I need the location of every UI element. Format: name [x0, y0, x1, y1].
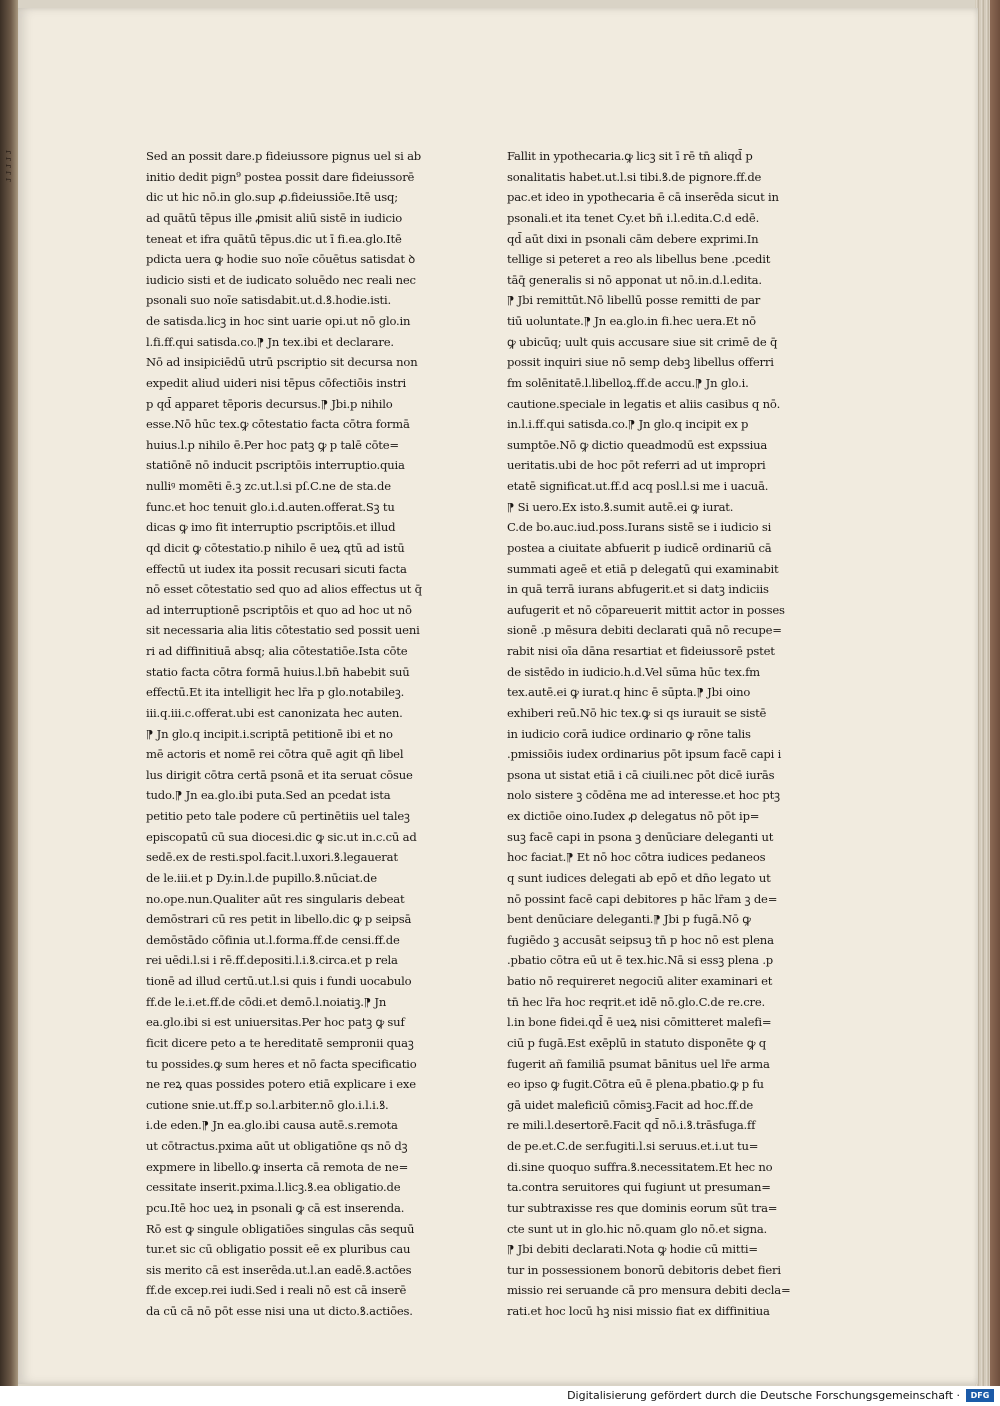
dfg-logo: DFG — [966, 1389, 994, 1402]
text-line: tudo.⁋ Jn ea.glo.ibi puta.Sed an pcedat ista — [146, 788, 391, 803]
text-line: episcopatū cū sua diocesi.dic ꝙ sic.ut in.c.cū ad — [146, 829, 417, 844]
text-line: cte sunt ut in glo.hic nō.quam glo nō.et signa. — [507, 1221, 768, 1236]
text-line: iudicio sisti et de iudicato soluēdo nec reali nec — [146, 272, 416, 287]
text-line: qd̄ aūt dixi in psonali cām debere exprimi.In — [507, 231, 759, 246]
text-line: bent denūciare deleganti.⁋ Jbi p fugā.Nō ꝙ — [507, 912, 751, 927]
left-page-spine — [0, 0, 18, 1386]
text-line: postea a ciuitate abfuerit p iudicē ordinariū cā — [507, 540, 772, 555]
text-line: exhiberi reū.Nō hic tex.ꝙ si qs iurauit se sistē — [507, 705, 767, 720]
text-line: sedē.ex de resti.spol.facit.l.uxori.ꝸ.legauerat — [146, 850, 398, 865]
text-line: ad quātū tēpus ille ꝓmisit aliū sistē in iudicio — [146, 210, 403, 225]
text-line: tu possides.ꝙ sum heres et nō facta specificatio — [146, 1056, 417, 1071]
text-line: .pmissiōis iudex ordinarius pōt ipsum facē capi i — [507, 747, 782, 762]
text-line: ciū p fugā.Est exēplū in statuto disponēte ꝙ q — [507, 1035, 766, 1050]
text-line: tn̄ hec lr̄a hoc reqrit.et idē nō.glo.C.de re.cre. — [507, 994, 765, 1009]
text-line: lus dirigit cōtra certā psonā et ita seruat cōsue — [146, 767, 413, 782]
text-line: ⁋ Jbi debiti declarati.Nota ꝙ hodie cū mitti= — [507, 1242, 758, 1257]
text-line: fugerit añ familiā psumat bānitus uel lr̄e arma — [507, 1056, 770, 1071]
book-page — [18, 8, 978, 1384]
text-line: psonali.et ita tenet Cy.et bn̄ i.l.edita.C.d edē. — [507, 210, 760, 225]
text-line: nō esset cōtestatio sed quo ad alios effectus ut q̄ — [146, 582, 422, 597]
text-line: sonalitatis habet.ut.l.si tibi.ꝸ.de pignore.ff.de — [507, 169, 762, 184]
text-line: ficit dicere peto a te hereditatē sempronii quaꝫ — [146, 1035, 414, 1050]
text-line: ne reꝝ quas possides potero etiā explicare i exe — [146, 1077, 416, 1092]
text-line: ff.de le.i.et.ff.de cōdi.et demō.l.noiatiꝫ.⁋ Jn — [146, 994, 387, 1009]
text-line: de satisda.licꝫ in hoc sint uarie opi.ut nō glo.in — [146, 314, 411, 328]
text-line: in iudicio corā iudice ordinario ꝙ rōne talis — [507, 726, 751, 741]
text-line: huius.l.p nihilo ē.Per hoc patꝫ ꝙ p talē cōte= — [146, 437, 399, 452]
text-line: cutione snie.ut.ff.p so.l.arbiter.nō glo.i.l.i.ꝸ. — [146, 1097, 389, 1112]
text-line: fm solēnitatē.l.libelloꝝ.ff.de accu.⁋ Jn glo.i. — [507, 375, 749, 390]
text-line: ⁋ Si uero.Ex isto.ꝸ.sumit autē.ei ꝙ iurat. — [507, 499, 734, 514]
text-line: l.in bone fidei.qd̄ ē ueꝝ nisi cōmitteret malefi= — [507, 1015, 772, 1030]
text-line: in quā terrā iurans abfugerit.et si datꝫ indiciis — [507, 582, 769, 597]
text-line: Sed an possit dare.p fideiussore pignus uel si ab — [146, 149, 421, 163]
text-line: ⁋ Jbi remittūt.Nō libellū posse remitti de par — [507, 293, 761, 308]
text-line: gā uidet maleficiū cōmisꝫ.Facit ad hoc.ff.de — [507, 1097, 754, 1112]
text-line: da cū cā nō pōt esse nisi una ut dicto.ꝸ.actiōes. — [146, 1304, 413, 1318]
text-line: sis merito cā est inserēda.ut.l.an eadē.ꝸ.actōes — [146, 1262, 412, 1277]
text-line: pdicta uera ꝙ hodie suo noīe cōuētus satisdat ꝺ — [146, 252, 416, 267]
text-line: initio dedit pign⁹ postea possit dare fideiussorē — [146, 169, 415, 184]
text-line: rabit nisi oīa dāna resartiat et fideiussorē pstet — [507, 644, 775, 658]
text-line: teneat et ifra quātū tēpus.dic ut ī fi.ea.glo.Itē — [146, 231, 402, 246]
text-line: suꝫ facē capi in psona ꝫ denūciare deleganti ut — [507, 829, 774, 844]
text-line: p qd̄ apparet tēporis decursus.⁋ Jbi.p nihilo — [146, 396, 393, 411]
text-line: batio nō requireret negociū aliter examinari et — [507, 974, 773, 988]
text-line: q sunt iudices delegati ab epō et dn̄o legato ut — [507, 870, 771, 885]
text-line: di.sine quoquo suffra.ꝸ.necessitatem.Et hec no — [507, 1159, 773, 1174]
text-line: rati.et hoc locū hꝫ nisi missio fiat ex diffinitiua — [507, 1304, 770, 1318]
text-line: rei uēdi.l.si i rē.ff.depositi.l.i.ꝸ.circa.et p rela — [146, 953, 398, 968]
text-line: ueritatis.ubi de hoc pōt referri ad ut impropri — [507, 458, 766, 473]
text-line: nulliꝰ momēti ē.ꝫ zc.ut.l.si pſ.C.ne de sta.de — [146, 479, 391, 493]
text-line: tur.et sic cū obligatio possit eē ex pluribus cau — [146, 1242, 411, 1257]
text-line: psonali suo noīe satisdabit.ut.d.ꝸ.hodie.isti. — [146, 293, 391, 308]
text-line: tionē ad illud certū.ut.l.si quis i fundi uocabulo — [146, 974, 412, 988]
text-line: expedit aliud uideri nisi tēpus cōfectiōis instri — [146, 375, 407, 390]
text-line: statiōnē nō inducit pscriptōis interruptio.quia — [146, 458, 405, 473]
text-line: Rō est ꝙ singule obligatiōes singulas cās sequū — [146, 1221, 415, 1236]
text-line: ꝙ ubicūq; uult quis accusare siue sit crimē de q̄ — [507, 334, 778, 349]
text-line: tiū uoluntate.⁋ Jn ea.glo.in fi.hec uera.Et nō — [507, 314, 756, 328]
text-line: de sistēdo in iudicio.h.d.Vel sūma hūc tex.fm — [507, 664, 760, 679]
text-line: tex.autē.ei ꝙ iurat.q hinc ē sūpta.⁋ Jbi oino — [507, 685, 751, 700]
text-line: fugiēdo ꝫ accusāt seipsuꝫ tn̄ p hoc nō est plena — [507, 932, 774, 947]
text-line: effectū.Et ita intelligit hec lr̄a p glo.notabileꝫ. — [146, 685, 405, 700]
text-line: sionē .p mēsura debiti declarati quā nō recupe= — [507, 623, 782, 638]
text-line: sit necessaria alia litis cōtestatio sed possit ueni — [146, 623, 420, 638]
text-line: C.de bo.auc.iud.poss.Iurans sistē se i iudicio si — [507, 520, 772, 535]
text-column-left — [146, 146, 461, 1322]
text-line: ex dictiōe oino.Iudex ꝓ delegatus nō pōt ip= — [507, 809, 760, 823]
text-line: cessitate inserit.pxima.l.licꝫ.ꝸ.ea obligatio.de — [146, 1180, 401, 1195]
text-line: Fallit in ypothecaria.ꝙ licꝫ sit ī rē tn̄ aliqd̄ p — [507, 149, 753, 163]
text-line: re mili.l.desertorē.Facit qd̄ nō.i.ꝸ.trāsfuga.ff — [507, 1118, 756, 1133]
text-line: ⁋ Jn glo.q incipit.i.scriptā petitionē ibi et no — [146, 726, 393, 741]
text-line: expmere in libello.ꝙ inserta cā remota de ne= — [146, 1159, 409, 1174]
text-line: demōstādo cōfinia ut.l.forma.ff.de censi.ff.de — [146, 932, 400, 947]
text-column-right — [507, 146, 807, 1322]
text-line: in.l.i.ff.qui satisda.co.⁋ Jn glo.q incipit ex p — [507, 417, 749, 432]
book-cover-edge — [990, 0, 1000, 1386]
text-line: effectū ut iudex ita possit recusari sicuti facta — [146, 561, 407, 576]
text-line: sumptōe.Nō ꝙ dictio queadmodū est expssiua — [507, 437, 768, 452]
text-line: summati ageē et etiā p delegatū qui examinabit — [507, 561, 779, 576]
text-line: esse.Nō hūc tex.ꝙ cōtestatio facta cōtra formā — [146, 417, 410, 432]
text-line: tāq̄ generalis si nō apponat ut nō.in.d.l.edita. — [507, 272, 762, 287]
text-line: cautione.speciale in legatis et aliis casibus q nō. — [507, 396, 781, 411]
text-line: nolo sistere ꝫ cōdēna me ad interesse.et hoc ptꝫ — [507, 788, 780, 803]
text-line: aufugerit et nō cōpareuerit mittit actor in posses — [507, 602, 785, 617]
text-line: iii.q.iii.c.offerat.ubi est canonizata hec auten. — [146, 705, 403, 720]
text-line: petitio peto tale podere cū pertinētiis uel taleꝫ — [146, 809, 410, 823]
text-line: l.fi.ff.qui satisda.co.⁋ Jn tex.ibi et declarare. — [146, 334, 394, 349]
text-line: eo ipso ꝙ fugit.Cōtra eū ē plena.pbatio.ꝙ p fu — [507, 1077, 764, 1092]
text-line: possit inquiri siue nō semp debꝫ libellus offerri — [507, 355, 774, 370]
text-line: demōstrari cū res petit in libello.dic ꝙ p seipsā — [146, 912, 412, 927]
text-line: ri ad diffinitiuā absq; alia cōtestatiōe.Ista cōte — [146, 644, 408, 658]
text-line: ta.contra seruitores qui fugiunt ut presuman= — [507, 1180, 771, 1195]
text-line: de le.iii.et p Dy.in.l.de pupillo.ꝸ.nūciat.de — [146, 870, 377, 885]
text-line: pac.et ideo in ypothecaria ē cā inserēda sicut in — [507, 190, 779, 205]
text-line: hoc faciat.⁋ Et nō hoc cōtra iudices pedaneos — [507, 850, 766, 865]
text-line: missio rei seruande cā pro mensura debiti decla= — [507, 1283, 791, 1298]
text-line: tellige si peteret a reo als libellus bene .pcedit — [507, 252, 771, 267]
text-line: ff.de excep.rei iudi.Sed i reali nō est cā inserē — [146, 1283, 407, 1298]
text-line: ea.glo.ibi si est uniuersitas.Per hoc patꝫ ꝙ suf — [146, 1015, 405, 1030]
text-line: de pe.et.C.de ser.fugiti.l.si seruus.et.i.ut tu= — [507, 1139, 759, 1153]
text-line: i.de eden.⁋ Jn ea.glo.ibi causa autē.s.remota — [146, 1118, 398, 1133]
text-line: etatē significat.ut.ff.d acq posl.l.si me i uacuā. — [507, 479, 769, 493]
text-line: psona ut sistat etiā i cā ciuili.nec pōt dicē iurās — [507, 767, 775, 782]
left-page-edge-text: ɾ ɾ ɾ ɾ ɾ — [3, 150, 13, 182]
text-line: mē actoris et nomē rei cōtra quē agit qn̄ libel — [146, 747, 404, 762]
text-line: dicas ꝙ imo fit interruptio pscriptōis.et illud — [146, 520, 396, 535]
text-line: pcu.Itē hoc ueꝝ in psonali ꝙ cā est inserenda. — [146, 1200, 405, 1215]
text-line: nō possint facē capi debitores p hāc lr̄am ꝫ de= — [507, 891, 778, 906]
text-line: .pbatio cōtra eū ut ē tex.hic.Nā si essꝫ plena .p — [507, 953, 774, 968]
text-line: ad interruptionē pscriptōis et quo ad hoc ut nō — [146, 602, 412, 617]
text-line: no.ope.nun.Qualiter aūt res singularis debeat — [146, 891, 405, 906]
text-line: qd dicit ꝙ cōtestatio.p nihilo ē ueꝝ qtū ad istū — [146, 540, 405, 555]
text-line: ut cōtractus.pxima aūt ut obligatiōne qs nō dꝫ — [146, 1139, 408, 1153]
text-line: func.et hoc tenuit glo.i.d.auten.offerat.Sꝫ tu — [146, 499, 395, 514]
text-line: tur subtraxisse res que dominis eorum sūt tra= — [507, 1200, 778, 1215]
funding-credit: Digitalisierung gefördert durch die Deutsche Forschungsgemeinschaft · — [567, 1389, 960, 1402]
text-line: tur in possessionem bonorū debitoris debet fieri — [507, 1262, 781, 1277]
text-line: statio facta cōtra formā huius.l.bn̄ habebit suū — [146, 664, 410, 679]
text-line: dic ut hic nō.in glo.sup ꝓ.fideiussiōe.Itē usq; — [146, 190, 398, 205]
text-line: Nō ad insipiciēdū utrū pscriptio sit decursa non — [146, 355, 418, 370]
